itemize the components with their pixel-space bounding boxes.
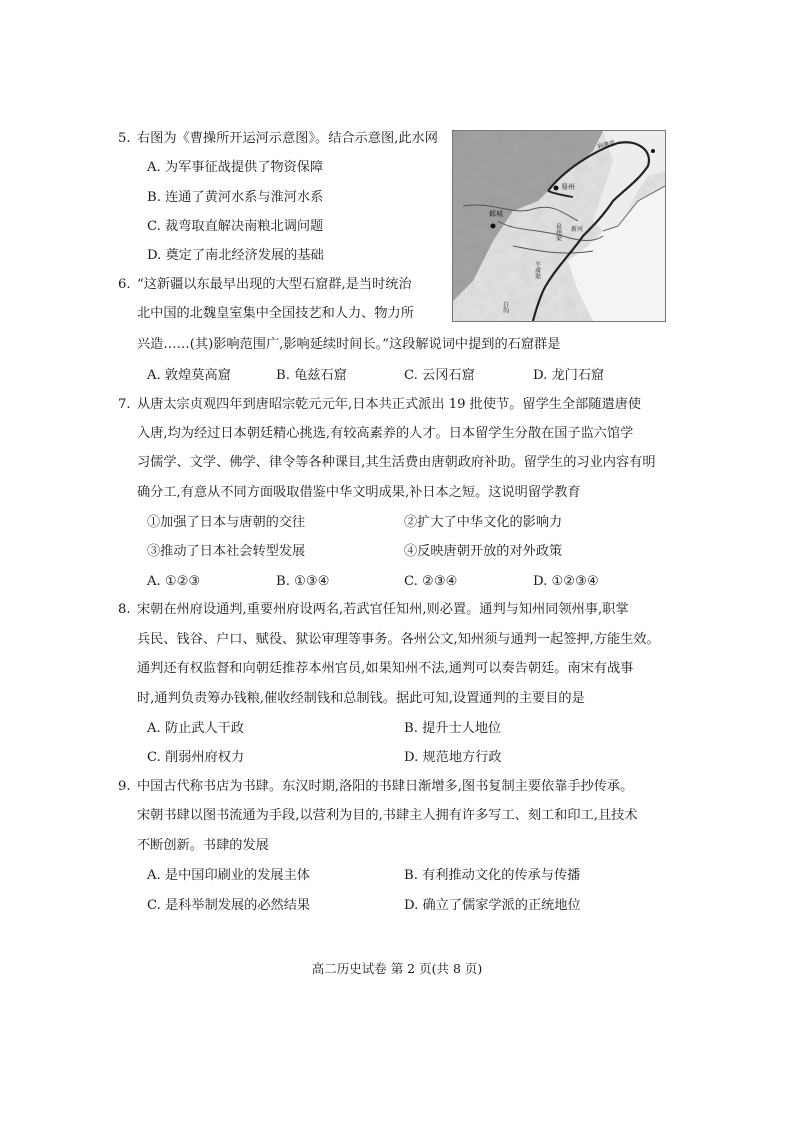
q8-option-b: B. 提升士人地位 <box>404 721 502 736</box>
q7-option-a: A. ①②③ <box>147 574 201 589</box>
q6-line-3: 兴造……(其)影响范围广,影响延续时间长。”这段解说词中提到的石窟群是 <box>137 337 561 352</box>
map-label: 邺城 <box>489 210 503 218</box>
q8-number: 8. <box>118 602 131 617</box>
q8-option-d: D. 规范地方行政 <box>404 750 502 765</box>
q7-statement-4: ④反映唐朝开放的对外政策 <box>404 544 563 559</box>
q7-statement-1: ①加强了日本与唐朝的交往 <box>147 515 306 530</box>
q5-number: 5. <box>118 131 131 146</box>
q8-option-c: C. 削弱州府权力 <box>147 750 245 765</box>
canal-map-svg <box>453 131 665 321</box>
map-label: 易州 <box>561 183 575 191</box>
map-label: 白沟 <box>501 301 509 313</box>
city-marker <box>491 224 496 229</box>
q9-option-b: B. 有利推动文化的传承与传播 <box>404 868 581 883</box>
q6-number: 6. <box>118 277 131 292</box>
map-label: 泉州渠 <box>554 223 562 241</box>
map-label: 利漕渠 <box>596 139 616 151</box>
q7-option-b: B. ①③④ <box>276 574 330 589</box>
q6-option-c: C. 云冈石窟 <box>404 368 475 383</box>
q9-line-2: 宋朝书肆以图书流通为手段,以营利为目的,书肆主人拥有许多写工、刻工和印工,且技术 <box>137 808 638 823</box>
q6-option-d: D. 龙门石窟 <box>533 368 605 383</box>
q6-line-1: “这新疆以东最早出现的大型石窟群,是当时统治 <box>137 277 412 292</box>
q7-line-3: 习儒学、文学、佛学、律令等各种课目,其生活费由唐朝政府补助。留学生的习业内容有明 <box>137 455 656 470</box>
q7-line-4: 确分工,有意从不同方面吸取借鉴中华文明成果,补日本之短。这说明留学教育 <box>137 485 581 500</box>
q7-statement-2: ②扩大了中华文化的影响力 <box>404 515 563 530</box>
q6-option-b: B. 龟兹石窟 <box>276 368 347 383</box>
q9-number: 9. <box>118 779 131 794</box>
map-label: 平虏渠 <box>533 261 541 279</box>
q8-line-3: 通判还有权监督和向朝廷推荐本州官员,如果知州不法,通判可以奏告朝廷。南宋有战事 <box>137 661 634 676</box>
q5-option-b: B. 连通了黄河水系与淮河水系 <box>147 190 324 205</box>
q8-line-2: 兵民、钱谷、户口、赋役、狱讼审理等事务。各州公文,知州须与通判一起签押,方能生效。 <box>137 632 660 647</box>
q7-number: 7. <box>118 397 131 412</box>
q8-option-a: A. 防止武人干政 <box>147 721 245 736</box>
map-label: 新河 <box>571 226 584 233</box>
q9-line-3: 不断创新。书肆的发展 <box>137 838 269 853</box>
q5-stem: 右图为《曹操所开运河示意图》。结合示意图,此水网 <box>137 131 438 146</box>
q5-option-c: C. 裁弯取直解决南粮北调问题 <box>147 219 324 234</box>
q5-option-a: A. 为军事征战提供了物资保障 <box>147 160 324 175</box>
city-marker <box>651 149 655 153</box>
q9-option-a: A. 是中国印刷业的发展主体 <box>147 868 310 883</box>
q7-statement-3: ③推动了日本社会转型发展 <box>147 544 306 559</box>
city-marker <box>554 186 559 191</box>
q7-line-2: 入唐,均为经过日本朝廷精心挑选,有较高素养的人才。日本留学生分散在国子监六馆学 <box>137 426 634 441</box>
q7-line-1: 从唐太宗贞观四年到唐昭宗乾元元年,日本共正式派出 19 批使节。留学生全部随遣唐使 <box>137 397 642 412</box>
q7-option-d: D. ①②③④ <box>533 574 599 589</box>
canal-map-figure <box>452 130 666 322</box>
q5-option-d: D. 奠定了南北经济发展的基础 <box>147 248 324 263</box>
q9-option-d: D. 确立了儒家学派的正统地位 <box>404 898 581 913</box>
q6-line-2: 北中国的北魏皇室集中全国技艺和人力、物力所 <box>137 306 414 321</box>
q8-line-4: 时,通判负责筹办钱粮,催收经制钱和总制钱。据此可知,设置通判的主要目的是 <box>137 691 585 706</box>
q9-line-1: 中国古代称书店为书肆。东汉时期,洛阳的书肆日渐增多,图书复制主要依靠手抄传承。 <box>137 779 634 794</box>
q6-option-a: A. 敦煌莫高窟 <box>147 368 231 383</box>
page-footer: 高二历史试卷 第 2 页(共 8 页) <box>311 961 483 976</box>
q7-option-c: C. ②③④ <box>404 574 458 589</box>
q9-option-c: C. 是科举制发展的必然结果 <box>147 898 311 913</box>
q8-line-1: 宋朝在州府设通判,重要州府设两名,若武官任知州,则必置。通判与知州同领州事,职掌 <box>137 602 629 617</box>
